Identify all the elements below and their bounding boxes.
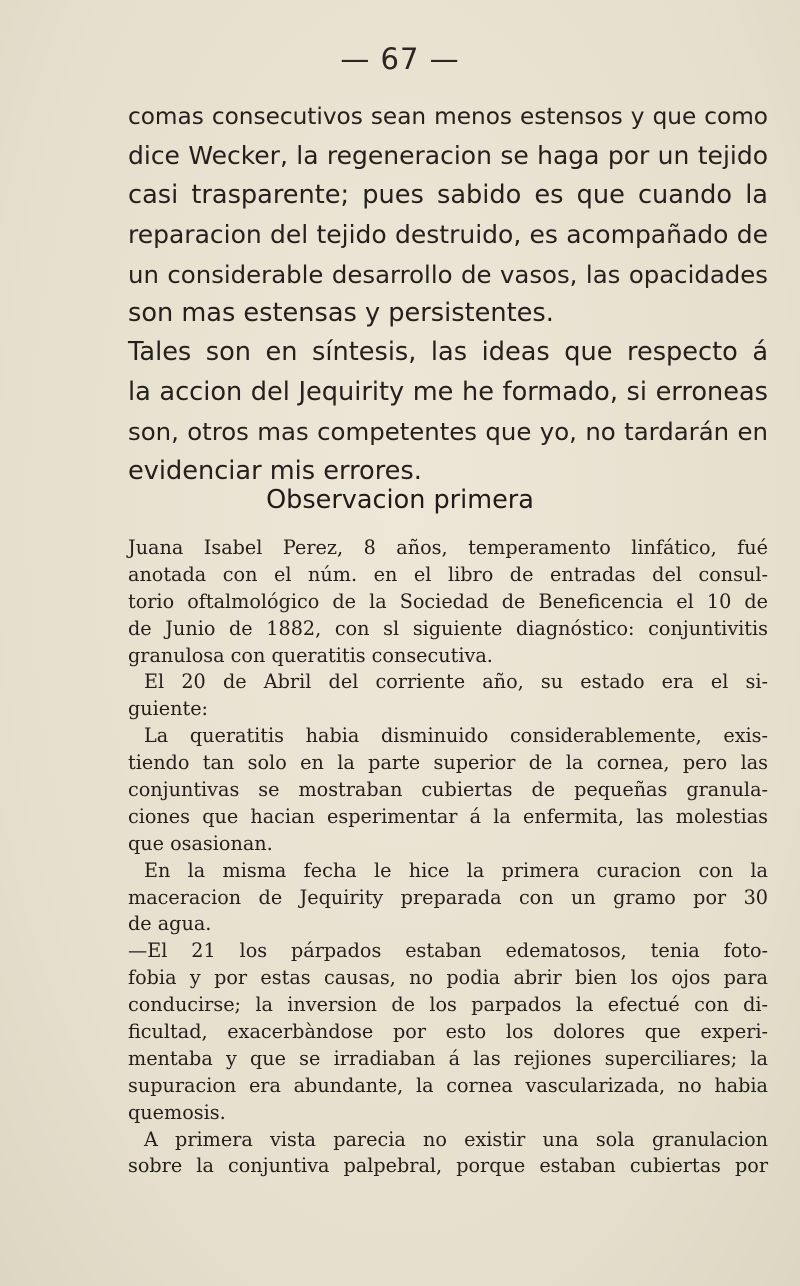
text-line: que osasionan. xyxy=(128,831,273,855)
text-line: reparacion del tejido destruido, es acompañado de xyxy=(128,220,768,250)
text-line: sobre la conjuntiva palpebral, porque estaban cubiertas por xyxy=(128,1154,768,1178)
text-line: de Junio de 1882, con sl siguiente diagnóstico: conjuntivitis xyxy=(128,616,768,640)
text-line: A primera vista parecia no existir una sola granulacion xyxy=(144,1127,768,1151)
text-line: conjuntivas se mostraban cubiertas de pequeñas granula- xyxy=(128,778,768,802)
text-line: comas consecutivos sean menos estensos y que como xyxy=(128,103,768,130)
text-line: fobia y por estas causas, no podia abrir bien los ojos para xyxy=(128,966,768,990)
text-line: La queratitis habia disminuido considerablemente, exis- xyxy=(144,724,768,748)
text-line: mentaba y que se irradiaban á las rejiones superciliares; la xyxy=(128,1046,768,1070)
text-line: de agua. xyxy=(128,912,212,936)
text-line: dice Wecker, la regeneracion se haga por un tejido xyxy=(128,141,768,171)
text-line: —El 21 los párpados estaban edematosos, tenia foto- xyxy=(128,939,768,963)
text-line: evidenciar mis errores. xyxy=(128,455,422,486)
text-line: ciones que hacian esperimentar á la enfermita, las molestias xyxy=(128,804,768,828)
text-line: supuracion era abundante, la cornea vascularizada, no habia xyxy=(128,1073,768,1097)
text-line: maceracion de Jequirity preparada con un gramo por 30 xyxy=(128,885,768,909)
text-line: En la misma fecha le hice la primera curacion con la xyxy=(144,858,768,882)
text-line: granulosa con queratitis consecutiva. xyxy=(128,643,493,667)
text-line: tiendo tan solo en la parte superior de la cornea, pero las xyxy=(128,751,768,775)
page-number: — 67 — xyxy=(340,42,460,76)
text-line: casi trasparente; pues sabido es que cuando la xyxy=(128,179,768,210)
section-title: Observacion primera xyxy=(266,485,534,515)
text-line: anotada con el núm. en el libro de entradas del consul- xyxy=(128,562,768,586)
text-line: torio oftalmológico de la Sociedad de Beneficencia el 10 de xyxy=(128,589,768,613)
case-report xyxy=(128,535,768,1180)
text-line: la accion del Jequirity me he formado, si erroneas xyxy=(128,376,768,407)
text-line: son, otros mas competentes que yo, no tardarán en xyxy=(128,417,768,447)
text-line: guiente: xyxy=(128,697,209,721)
text-line: Juana Isabel Perez, 8 años, temperamento linfático, fué xyxy=(128,536,768,559)
text-line: ficultad, exacerbàndose por esto los dolores que experi- xyxy=(128,1020,768,1044)
text-line: Tales son en síntesis, las ideas que respecto á xyxy=(128,337,768,368)
text-line: quemosis. xyxy=(128,1100,226,1124)
intro-paragraphs xyxy=(128,97,768,491)
text-line: El 20 de Abril del corriente año, su estado era el si- xyxy=(144,670,768,694)
text-line: son mas estensas y persistentes. xyxy=(128,297,554,328)
text-line: conducirse; la inversion de los parpados la efectué con di- xyxy=(128,993,768,1017)
text-line: un considerable desarrollo de vasos, las opacidades xyxy=(128,259,768,289)
